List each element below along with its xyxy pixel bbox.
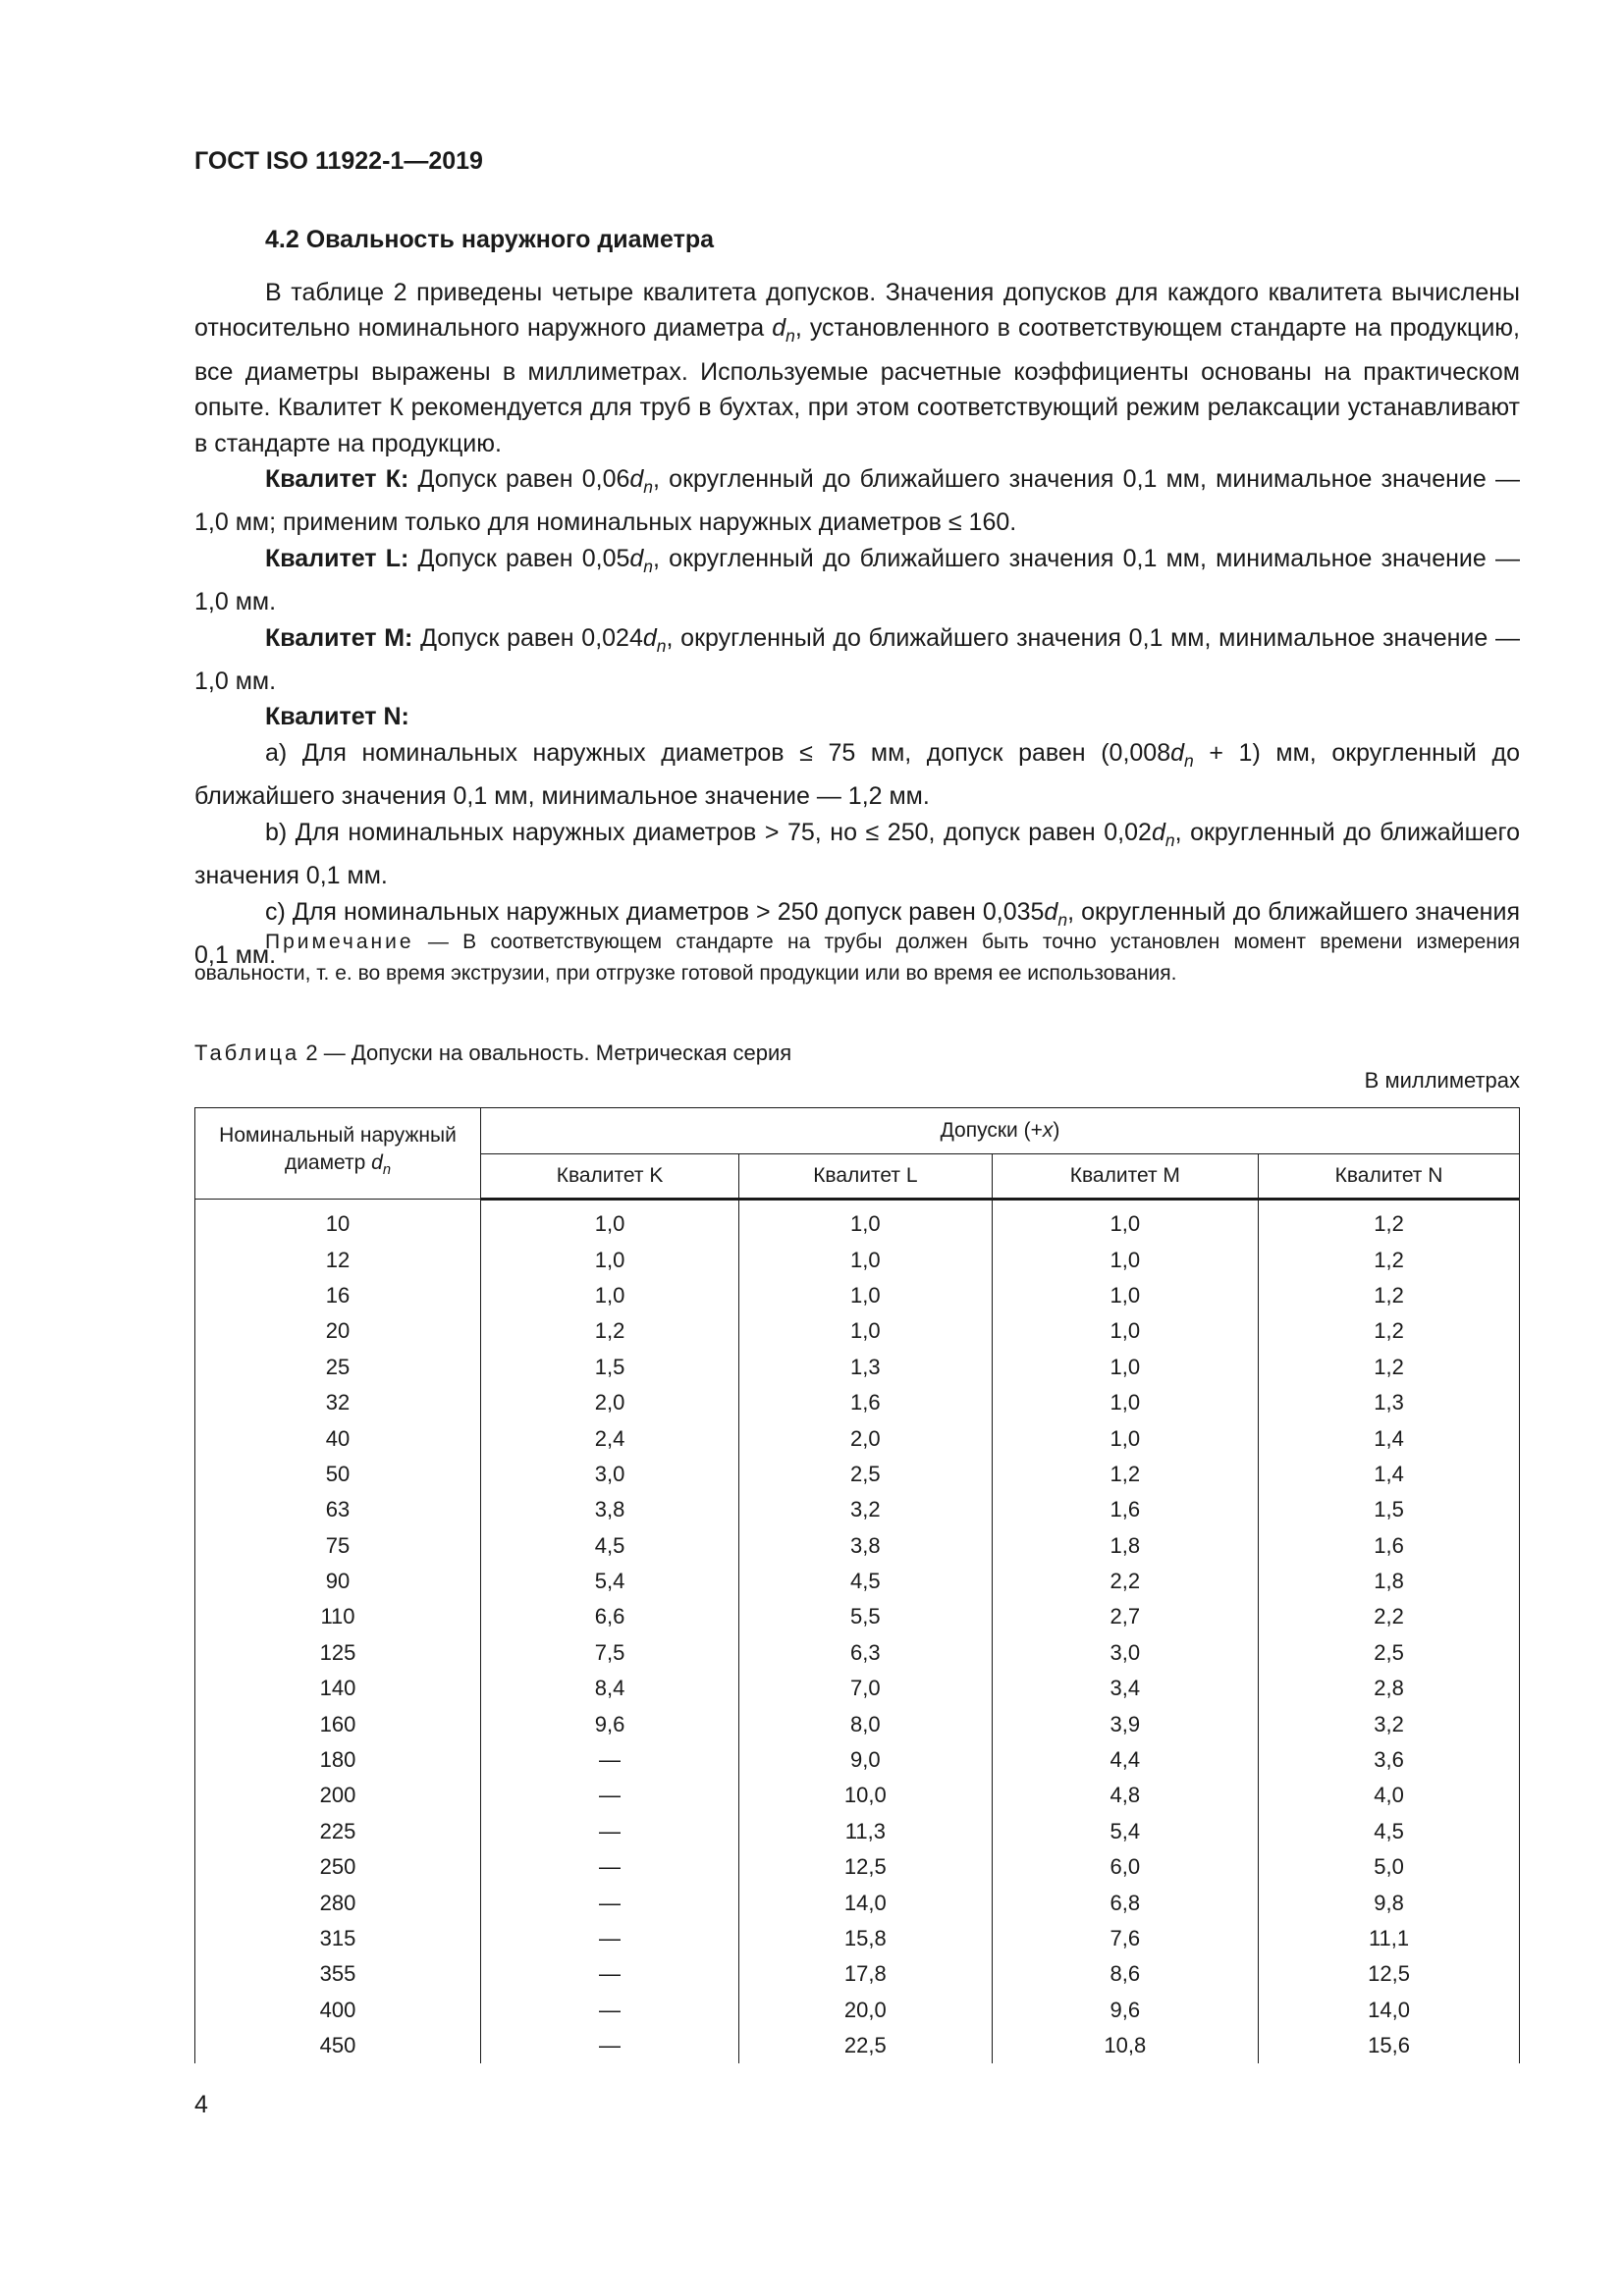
cell-tolerance: 17,8 — [739, 1956, 993, 1992]
cell-tolerance: 12,5 — [739, 1849, 993, 1885]
cell-tolerance: 1,0 — [481, 1200, 739, 1243]
column-header-tolerances: Допуски (+x) — [481, 1108, 1520, 1154]
cell-diameter: 63 — [195, 1492, 481, 1527]
table-row — [195, 1385, 1520, 1420]
cell-tolerance: 1,0 — [992, 1350, 1258, 1385]
grade-n-item-a: a) Для номинальных наружных диаметров ≤ 75 мм, допуск равен $(0,008d_n + 1)$ мм, округленный до ближайшего значения 0,1 мм, минимальное значение — 1,2 мм. — [194, 738, 1520, 811]
cell-tolerance: — — [481, 1814, 739, 1849]
cell-diameter: 315 — [195, 1921, 481, 1956]
cell-tolerance: 7,6 — [992, 1921, 1258, 1956]
cell-tolerance: 2,2 — [1259, 1599, 1520, 1634]
cell-tolerance: 1,3 — [739, 1350, 993, 1385]
table-row — [195, 1564, 1520, 1599]
cell-tolerance: 7,5 — [481, 1635, 739, 1671]
cell-tolerance: 7,0 — [739, 1671, 993, 1706]
table-row — [195, 1457, 1520, 1492]
cell-diameter: 180 — [195, 1742, 481, 1778]
grade-m-paragraph: Квалитет М: Допуск равен $0,024d_n$, округленный до ближайшего значения 0,1 мм, минимальное значение — 1,0 мм. — [194, 623, 1521, 696]
cell-tolerance: 1,2 — [1259, 1242, 1520, 1277]
cell-diameter: 12 — [195, 1242, 481, 1277]
cell-tolerance: 6,8 — [992, 1885, 1258, 1920]
cell-diameter: 110 — [195, 1599, 481, 1634]
page-number: 4 — [194, 2091, 208, 2118]
cell-tolerance: 1,2 — [1259, 1350, 1520, 1385]
cell-tolerance: 2,5 — [1259, 1635, 1520, 1671]
cell-tolerance: 9,6 — [481, 1706, 739, 1741]
cell-tolerance: 3,0 — [481, 1457, 739, 1492]
cell-diameter: 400 — [195, 1993, 481, 2028]
cell-tolerance: 1,5 — [481, 1350, 739, 1385]
cell-tolerance: 15,6 — [1259, 2028, 1520, 2063]
cell-tolerance: 11,3 — [739, 1814, 993, 1849]
table-row — [195, 1200, 1520, 1243]
cell-tolerance: 1,0 — [739, 1278, 993, 1313]
cell-tolerance: 3,4 — [992, 1671, 1258, 1706]
cell-tolerance: — — [481, 1921, 739, 1956]
cell-tolerance: 2,0 — [481, 1385, 739, 1420]
cell-tolerance: 5,4 — [481, 1564, 739, 1599]
table-row — [195, 1420, 1520, 1456]
note-block — [194, 927, 1520, 989]
note-label: Примечание — [265, 931, 414, 953]
cell-diameter: 40 — [195, 1420, 481, 1456]
section-title: 4.2 Овальность наружного диаметра — [265, 226, 715, 253]
cell-tolerance: 1,2 — [992, 1457, 1258, 1492]
document-body — [194, 275, 1520, 973]
cell-tolerance: 10,8 — [992, 2028, 1258, 2063]
tolerance-table-body — [195, 1200, 1520, 2064]
cell-tolerance: 8,4 — [481, 1671, 739, 1706]
cell-tolerance: 4,8 — [992, 1778, 1258, 1813]
cell-tolerance: 1,5 — [1259, 1492, 1520, 1527]
cell-tolerance: — — [481, 2028, 739, 2063]
cell-tolerance: 1,0 — [992, 1385, 1258, 1420]
cell-tolerance: 1,0 — [992, 1242, 1258, 1277]
table-row — [195, 1885, 1520, 1920]
cell-tolerance: 1,0 — [992, 1313, 1258, 1349]
cell-tolerance: 3,0 — [992, 1635, 1258, 1671]
cell-tolerance: 1,0 — [739, 1313, 993, 1349]
table-row — [195, 1599, 1520, 1634]
cell-tolerance: 14,0 — [1259, 1993, 1520, 2028]
table-row — [195, 1492, 1520, 1527]
cell-tolerance: 6,6 — [481, 1599, 739, 1634]
cell-tolerance: — — [481, 1742, 739, 1778]
table-row — [195, 1635, 1520, 1671]
cell-tolerance: — — [481, 1885, 739, 1920]
cell-tolerance: 6,0 — [992, 1849, 1258, 1885]
table-row — [195, 1921, 1520, 1956]
cell-diameter: 20 — [195, 1313, 481, 1349]
cell-tolerance: 4,5 — [481, 1528, 739, 1564]
cell-tolerance: 1,4 — [1259, 1457, 1520, 1492]
cell-diameter: 250 — [195, 1849, 481, 1885]
cell-diameter: 75 — [195, 1528, 481, 1564]
table-row — [195, 1278, 1520, 1313]
table-row — [195, 1956, 1520, 1992]
table-row — [195, 1671, 1520, 1706]
cell-tolerance: 1,2 — [1259, 1278, 1520, 1313]
cell-tolerance: 1,8 — [1259, 1564, 1520, 1599]
grade-n-item-b: b) Для номинальных наружных диаметров > 75, но ≤ 250, допуск равен $0,02d_n$, округленный до ближайшего значения 0,1 мм. — [194, 818, 1521, 890]
column-header-grade-n: Квалитет N — [1259, 1154, 1520, 1200]
document-header: ГОСТ ISO 11922-1—2019 — [194, 147, 483, 175]
table-row — [195, 1350, 1520, 1385]
cell-tolerance: 1,4 — [1259, 1420, 1520, 1456]
cell-diameter: 450 — [195, 2028, 481, 2063]
cell-diameter: 355 — [195, 1956, 481, 1992]
cell-diameter: 32 — [195, 1385, 481, 1420]
cell-tolerance: 20,0 — [739, 1993, 993, 2028]
table-units: В миллиметрах — [1364, 1068, 1520, 1093]
cell-tolerance: 11,1 — [1259, 1921, 1520, 1956]
cell-tolerance: — — [481, 1849, 739, 1885]
table-row — [195, 1528, 1520, 1564]
tolerance-table — [194, 1107, 1520, 2063]
cell-tolerance: 1,0 — [739, 1242, 993, 1277]
cell-tolerance: — — [481, 1993, 739, 2028]
cell-tolerance: 1,2 — [481, 1313, 739, 1349]
table-row — [195, 1993, 1520, 2028]
cell-tolerance: 1,6 — [1259, 1528, 1520, 1564]
table-row — [195, 1742, 1520, 1778]
table-row — [195, 1706, 1520, 1741]
cell-tolerance: 1,0 — [992, 1420, 1258, 1456]
cell-diameter: 280 — [195, 1885, 481, 1920]
cell-tolerance: 2,4 — [481, 1420, 739, 1456]
cell-tolerance: 3,2 — [1259, 1706, 1520, 1741]
cell-tolerance: 3,8 — [739, 1528, 993, 1564]
cell-tolerance: 2,7 — [992, 1599, 1258, 1634]
column-header-grade-k: Квалитет K — [481, 1154, 739, 1200]
cell-tolerance: 1,0 — [481, 1278, 739, 1313]
cell-tolerance: 2,8 — [1259, 1671, 1520, 1706]
cell-tolerance: 12,5 — [1259, 1956, 1520, 1992]
cell-diameter: 25 — [195, 1350, 481, 1385]
cell-tolerance: 9,0 — [739, 1742, 993, 1778]
cell-tolerance: — — [481, 1778, 739, 1813]
cell-tolerance: 1,6 — [992, 1492, 1258, 1527]
cell-tolerance: 3,8 — [481, 1492, 739, 1527]
cell-tolerance: 4,5 — [739, 1564, 993, 1599]
cell-tolerance: 6,3 — [739, 1635, 993, 1671]
cell-diameter: 16 — [195, 1278, 481, 1313]
cell-tolerance: 14,0 — [739, 1885, 993, 1920]
cell-tolerance: 10,0 — [739, 1778, 993, 1813]
cell-tolerance: 3,2 — [739, 1492, 993, 1527]
table-row — [195, 1242, 1520, 1277]
column-header-grade-m: Квалитет M — [992, 1154, 1258, 1200]
cell-tolerance: 1,0 — [992, 1200, 1258, 1243]
cell-diameter: 125 — [195, 1635, 481, 1671]
table-row — [195, 2028, 1520, 2063]
cell-tolerance: 1,2 — [1259, 1313, 1520, 1349]
cell-tolerance: 22,5 — [739, 2028, 993, 2063]
grade-n-heading: Квалитет N: — [265, 703, 409, 731]
cell-tolerance: 2,0 — [739, 1420, 993, 1456]
cell-tolerance: 15,8 — [739, 1921, 993, 1956]
column-header-diameter: Номинальный наружный диаметр $d_n$ — [195, 1108, 481, 1200]
cell-tolerance: 4,5 — [1259, 1814, 1520, 1849]
table-caption: Таблица 2 — Допуски на овальность. Метрическая серия — [194, 1041, 792, 1065]
intro-paragraph: В таблице 2 приведены четыре квалитета допусков. Значения допусков для каждого квалитета вычислены относительно номинального наружного диаметра $d_n$, установленного в соответствующем стандарте на продукцию, все диаметры выражены в миллиметрах. Используемые расчетные коэффициенты основаны на практическом опыте. Квалитет К рекомендуется для труб в бухтах, при этом соответствующий режим релаксации устанавливают в стандарте на продукцию. — [194, 279, 1520, 457]
cell-tolerance: 1,0 — [739, 1200, 993, 1243]
cell-tolerance: 2,5 — [739, 1457, 993, 1492]
cell-diameter: 225 — [195, 1814, 481, 1849]
cell-tolerance: 1,6 — [739, 1385, 993, 1420]
cell-tolerance: 8,0 — [739, 1706, 993, 1741]
cell-diameter: 160 — [195, 1706, 481, 1741]
table-row — [195, 1778, 1520, 1813]
grade-l-paragraph: Квалитет L: Допуск равен $0,05d_n$, округленный до ближайшего значения 0,1 мм, минимальное значение — 1,0 мм. — [194, 544, 1520, 616]
cell-diameter: 140 — [195, 1671, 481, 1706]
cell-tolerance: 8,6 — [992, 1956, 1258, 1992]
cell-tolerance: 5,4 — [992, 1814, 1258, 1849]
cell-tolerance: 1,2 — [1259, 1200, 1520, 1243]
note-paragraph: Примечание — В соответствующем стандарте на трубы должен быть точно установлен момент времени измерения овальности, т. е. во время экструзии, при отгрузке готовой продукции или во время ее использования. — [194, 931, 1520, 985]
table-row — [195, 1849, 1520, 1885]
cell-tolerance: 9,8 — [1259, 1885, 1520, 1920]
column-header-grade-l: Квалитет L — [739, 1154, 993, 1200]
cell-tolerance: 3,9 — [992, 1706, 1258, 1741]
cell-tolerance: 2,2 — [992, 1564, 1258, 1599]
cell-tolerance: 4,4 — [992, 1742, 1258, 1778]
cell-tolerance: 3,6 — [1259, 1742, 1520, 1778]
table-row — [195, 1313, 1520, 1349]
cell-tolerance: 5,0 — [1259, 1849, 1520, 1885]
table-row — [195, 1814, 1520, 1849]
cell-tolerance: — — [481, 1956, 739, 1992]
cell-tolerance: 1,8 — [992, 1528, 1258, 1564]
grade-k-paragraph: Квалитет К: Допуск равен $0,06d_n$, округленный до ближайшего значения 0,1 мм, минимальное значение — 1,0 мм; применим только для номинальных наружных диаметров ≤ 160. — [194, 465, 1520, 537]
cell-diameter: 10 — [195, 1200, 481, 1243]
cell-tolerance: 9,6 — [992, 1993, 1258, 2028]
cell-tolerance: 1,0 — [481, 1242, 739, 1277]
cell-diameter: 90 — [195, 1564, 481, 1599]
grade-n-item-c: c) Для номинальных наружных диаметров > 250 допуск равен $0,035d_n$, округленный до ближайшего значения 0,1 мм. — [194, 897, 1520, 969]
cell-tolerance: 1,3 — [1259, 1385, 1520, 1420]
cell-tolerance: 1,0 — [992, 1278, 1258, 1313]
cell-tolerance: 4,0 — [1259, 1778, 1520, 1813]
cell-diameter: 50 — [195, 1457, 481, 1492]
cell-diameter: 200 — [195, 1778, 481, 1813]
cell-tolerance: 5,5 — [739, 1599, 993, 1634]
